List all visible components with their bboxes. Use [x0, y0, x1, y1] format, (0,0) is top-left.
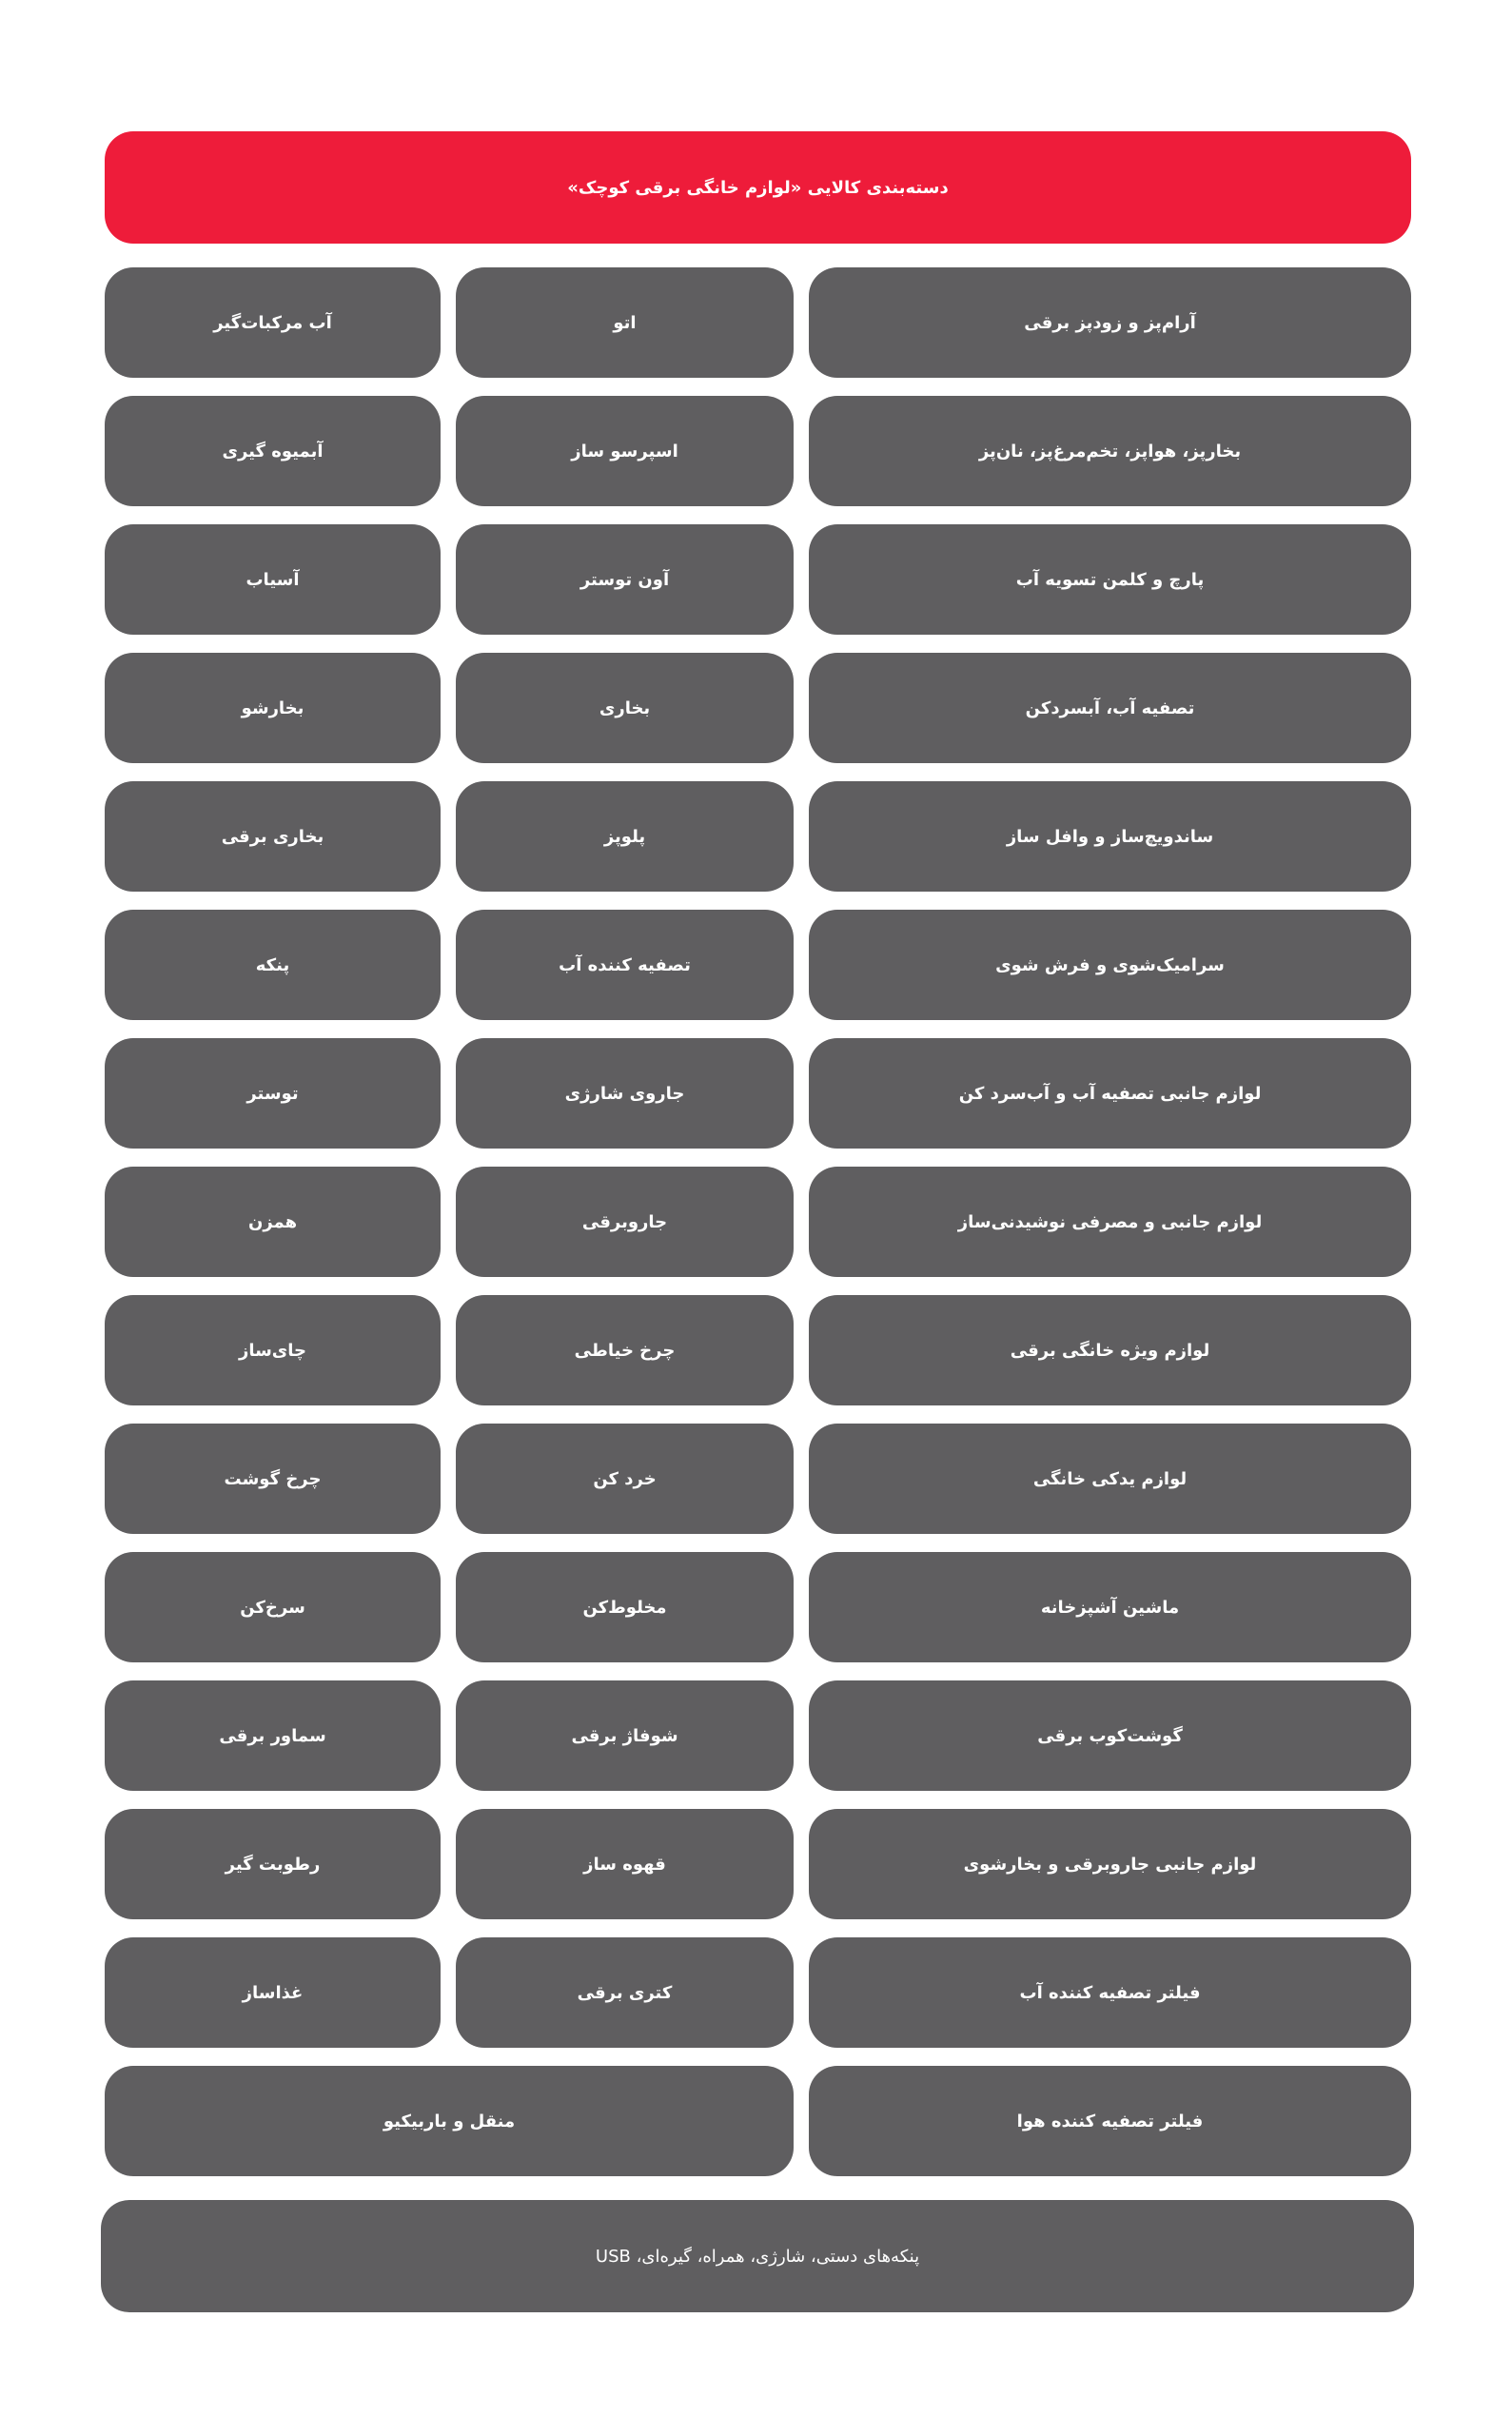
category-cell: کتری برقی — [456, 1937, 794, 2048]
category-cell: تصفیه آب، آبسردکن — [809, 653, 1411, 763]
category-cell: پلوپز — [456, 781, 794, 892]
category-cell: لوازم یدکی خانگی — [809, 1424, 1411, 1534]
category-cell: رطوبت گیر — [105, 1809, 441, 1919]
category-cell: مخلوط‌کن — [456, 1552, 794, 1662]
category-cell: سرخ‌کن — [105, 1552, 441, 1662]
category-cell: جاروی شارژی — [456, 1038, 794, 1149]
category-cell: آبمیوه گیری — [105, 396, 441, 506]
category-cell: آسیاب — [105, 524, 441, 635]
category-cell: لوازم جانبی تصفیه آب و آب‌سرد کن — [809, 1038, 1411, 1149]
category-cell: سرامیک‌شوی و فرش شوی — [809, 910, 1411, 1020]
category-cell: گوشت‌کوب برقی — [809, 1680, 1411, 1791]
category-cell: چای‌ساز — [105, 1295, 441, 1405]
category-cell: ماشین آشپزخانه — [809, 1552, 1411, 1662]
category-cell: قهوه ساز — [456, 1809, 794, 1919]
category-cell: پارچ و کلمن تسویه آب — [809, 524, 1411, 635]
category-cell: چرخ خیاطی — [456, 1295, 794, 1405]
category-cell: بخارپز، هواپز، تخم‌مرغ‌پز، نان‌پز — [809, 396, 1411, 506]
category-cell: غذاساز — [105, 1937, 441, 2048]
category-cell: خرد کن — [456, 1424, 794, 1534]
category-cell: لوازم جانبی جاروبرقی و بخارشوی — [809, 1809, 1411, 1919]
footer-note: پنکه‌های دستی، شارژی، همراه، گیره‌ای، USB — [101, 2200, 1414, 2312]
category-cell: بخاری برقی — [105, 781, 441, 892]
category-cell: منقل و باربیکیو — [105, 2066, 794, 2176]
category-cell: بخارشو — [105, 653, 441, 763]
category-cell: توستر — [105, 1038, 441, 1149]
category-cell: آون توستر — [456, 524, 794, 635]
category-cell: چرخ گوشت — [105, 1424, 441, 1534]
category-cell: سماور برقی — [105, 1680, 441, 1791]
category-cell: فیلتر تصفیه کننده هوا — [809, 2066, 1411, 2176]
sheet-title: دسته‌بندی کالایی «لوازم خانگی برقی کوچک» — [105, 131, 1411, 244]
category-cell: جاروبرقی — [456, 1167, 794, 1277]
category-cell: لوازم جانبی و مصرفی نوشیدنی‌ساز — [809, 1167, 1411, 1277]
category-cell: آرام‌پز و زودپز برقی — [809, 267, 1411, 378]
category-cell: پنکه — [105, 910, 441, 1020]
category-cell: ساندویچ‌ساز و وافل ساز — [809, 781, 1411, 892]
category-cell: تصفیه کننده آب — [456, 910, 794, 1020]
category-cell: آب مرکبات‌گیر — [105, 267, 441, 378]
category-cell: لوازم ویژه خانگی برقی — [809, 1295, 1411, 1405]
category-cell: فیلتر تصفیه کننده آب — [809, 1937, 1411, 2048]
category-cell: همزن — [105, 1167, 441, 1277]
category-cell: بخاری — [456, 653, 794, 763]
category-cell: شوفاژ برقی — [456, 1680, 794, 1791]
category-cell: اسپرسو ساز — [456, 396, 794, 506]
category-cell: اتو — [456, 267, 794, 378]
